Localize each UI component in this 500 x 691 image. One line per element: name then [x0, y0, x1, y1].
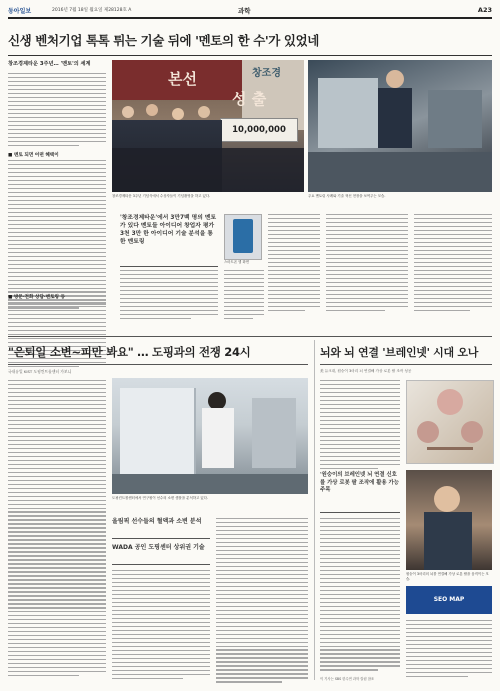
pull-quote: 올림픽 선수들의 혈액과 소변 분석 [112, 518, 202, 525]
photo-caption-2: 주요 멘토링 사례와 기술 혁신 현장을 보여주는 모습. [308, 194, 386, 198]
diagram-caption: 원숭이 3마리의 뇌를 연결해 가상 로봇 팔을 움직이는 모습. [406, 572, 489, 581]
footer-note: 이 기사는 SBS 한수연 과학 칼럼 참조 [320, 677, 375, 681]
pull-quote-rule [112, 564, 210, 565]
body-text-block [8, 160, 106, 311]
body-text-block [414, 214, 492, 314]
photo-caption: 창조경제타운 3주년 기념식에서 수상자들이 기념촬영을 하고 있다. [112, 194, 211, 198]
story-subhead: 창조경제타운 3주년… '멘토'의 세계 [8, 61, 91, 67]
column-divider [314, 340, 315, 680]
advertisement-box [406, 586, 492, 614]
pull-quote-rule [320, 512, 400, 513]
body-text-block [224, 270, 264, 322]
lab-photo [112, 378, 308, 494]
body-text-block [112, 570, 210, 682]
pull-quote: '창조경제타운'에서 3만7백 명의 멘토 가 있다 멘토들 아이디어 창업자 평가 3천 3만 한 아이디어 기술 분석을 통한 멘토링 [120, 215, 217, 245]
body-text-block [8, 73, 106, 149]
doping-headline: "은퇴일 소변~피만 봐요" … 도핑과의 전쟁 24시 [8, 345, 251, 359]
newspaper-logo: 동아일보 [8, 8, 32, 15]
brainnet-headline: 뇌와 뇌 연결 '브레인넷' 시대 오나 [320, 346, 479, 359]
banner-sign: 본선 [168, 70, 197, 88]
body-text-block [326, 214, 408, 314]
headline-underline [320, 364, 492, 365]
headline-underline [8, 364, 308, 365]
body-text-block [320, 518, 400, 673]
doping-subhead: 국내유일 KIST 도핑컨트롤센터 가보니 [8, 369, 72, 374]
page-number: A23 [477, 6, 492, 14]
issue-date: 2016년 7월 18일 월요일 제28128호 A [52, 8, 132, 13]
story-subhead-2: ■ 멘토 되면 어떤 혜택이 [8, 153, 59, 158]
researcher-photo [406, 470, 492, 570]
masthead [8, 6, 492, 16]
pull-quote-2: WADA 공인 도핑센터 상위권 기술 [112, 544, 205, 551]
body-text-block [406, 620, 492, 680]
pull-quote-rule [112, 538, 210, 539]
body-text-block [268, 214, 320, 314]
body-text-block [216, 518, 308, 685]
ad-text: SEO MAP [433, 596, 465, 603]
pull-quote-rule [120, 266, 218, 267]
lab-photo-caption: 도핑컨트롤센터에서 연구원이 선수의 소변 샘플을 분석하고 있다. [112, 496, 208, 500]
masthead-rule [8, 17, 492, 19]
body-text-block [8, 380, 106, 679]
section-name: 과학 [238, 7, 251, 15]
main-headline: 신생 벤처기업 톡톡 튀는 기술 뒤에 '멘토의 한 수'가 있었네 [8, 33, 319, 48]
small-caption: 스마트폰 앱 화면 [224, 260, 250, 264]
pull-quote: '원숭이의 브레인넷 뇌 연결 신호를 가상 로봇 팔 조작에 활용 가능 주목 [320, 472, 399, 493]
brain-diagram [406, 380, 494, 464]
phone-app-image [224, 214, 262, 260]
banner-text: 창조경 [252, 68, 281, 79]
prize-amount: 10,000,000 [232, 125, 286, 135]
banner-sign-2: 성 출 [232, 90, 267, 108]
body-text-block [320, 380, 400, 472]
story-subhead-3: ■ 방문·전화 상담·멘토링 등 [8, 295, 66, 300]
brainnet-subhead: 美 듀크대, 원숭이 3마리 뇌 연결해 가상 로봇 팔 조작 성공 [320, 369, 412, 373]
section-divider [8, 336, 492, 337]
prize-board [220, 118, 298, 142]
ceremony-photo [112, 60, 304, 192]
headline-rule [8, 55, 492, 56]
body-text-block [120, 270, 218, 322]
tech-photo [308, 60, 492, 192]
